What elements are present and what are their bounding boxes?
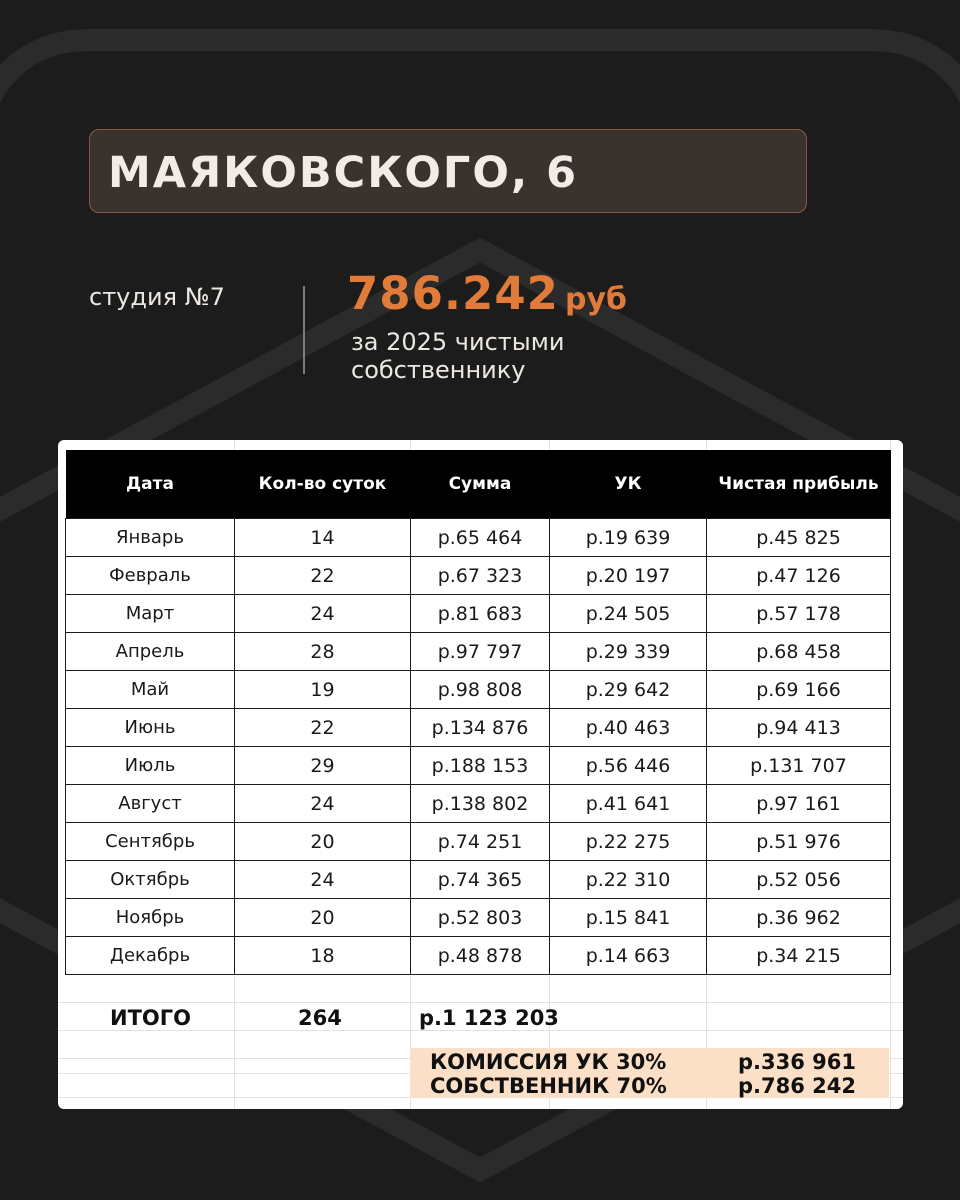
cell-sum: р.74 365: [411, 861, 550, 899]
table-row: [66, 899, 891, 937]
cell-days: 22: [235, 557, 411, 595]
header-sum: Сумма: [411, 450, 550, 519]
cell-month: Сентябрь: [66, 823, 235, 861]
table-row: [66, 595, 891, 633]
header-days: Кол-во суток: [235, 450, 411, 519]
cell-month: Февраль: [66, 557, 235, 595]
cell-uk: р.41 641: [550, 785, 707, 823]
page-title: МАЯКОВСКОГО, 6: [108, 148, 579, 198]
total-days: 264: [298, 1006, 342, 1030]
cell-sum: р.52 803: [411, 899, 550, 937]
cell-net: р.52 056: [707, 861, 891, 899]
cell-days: 14: [235, 519, 411, 557]
table-row: [66, 519, 891, 557]
cell-uk: р.22 310: [550, 861, 707, 899]
caption-line-2: собственнику: [351, 356, 526, 384]
cell-net: р.69 166: [707, 671, 891, 709]
cell-net: р.47 126: [707, 557, 891, 595]
cell-month: Июнь: [66, 709, 235, 747]
cell-days: 28: [235, 633, 411, 671]
vertical-divider: [303, 286, 305, 374]
cell-net: р.45 825: [707, 519, 891, 557]
cell-month: Апрель: [66, 633, 235, 671]
cell-month: Декабрь: [66, 937, 235, 975]
owner-value: р.786 242: [738, 1074, 856, 1098]
cell-sum: р.67 323: [411, 557, 550, 595]
cell-uk: р.22 275: [550, 823, 707, 861]
table-row: [66, 671, 891, 709]
table-row: [66, 861, 891, 899]
table-row: [66, 937, 891, 975]
cell-sum: р.134 876: [411, 709, 550, 747]
cell-net: р.94 413: [707, 709, 891, 747]
cell-net: р.57 178: [707, 595, 891, 633]
owner-label: СОБСТВЕННИК 70%: [430, 1074, 667, 1098]
table-row: [66, 785, 891, 823]
cell-sum: р.188 153: [411, 747, 550, 785]
amount-caption: [351, 328, 671, 384]
cell-net: р.97 161: [707, 785, 891, 823]
unit-label: студия №7: [89, 283, 225, 311]
cell-month: Май: [66, 671, 235, 709]
table-header-row: [66, 450, 891, 519]
cell-net: р.51 976: [707, 823, 891, 861]
cell-month: Январь: [66, 519, 235, 557]
cell-sum: р.74 251: [411, 823, 550, 861]
cell-days: 20: [235, 899, 411, 937]
cell-days: 24: [235, 785, 411, 823]
net-amount: [347, 266, 627, 332]
cell-sum: р.97 797: [411, 633, 550, 671]
cell-month: Ноябрь: [66, 899, 235, 937]
table-row: [66, 709, 891, 747]
cell-net: р.34 215: [707, 937, 891, 975]
cell-uk: р.29 642: [550, 671, 707, 709]
commission-value: р.336 961: [738, 1050, 856, 1074]
table-row: [66, 557, 891, 595]
cell-net: р.36 962: [707, 899, 891, 937]
table-row: [66, 747, 891, 785]
cell-month: Июль: [66, 747, 235, 785]
cell-uk: р.56 446: [550, 747, 707, 785]
cell-uk: р.20 197: [550, 557, 707, 595]
table-row: [66, 633, 891, 671]
net-amount-value: 786.242: [347, 267, 559, 320]
gridline: [58, 1002, 903, 1003]
header-date: Дата: [66, 450, 235, 519]
cell-uk: р.19 639: [550, 519, 707, 557]
header-net-profit: Чистая прибыль: [707, 450, 891, 519]
cell-uk: р.14 663: [550, 937, 707, 975]
total-label: ИТОГО: [110, 1006, 191, 1030]
cell-sum: р.138 802: [411, 785, 550, 823]
cell-uk: р.24 505: [550, 595, 707, 633]
cell-days: 24: [235, 861, 411, 899]
monthly-table: [65, 450, 891, 975]
cell-days: 29: [235, 747, 411, 785]
commission-label: КОМИССИЯ УК 30%: [430, 1050, 667, 1074]
table-row: [66, 823, 891, 861]
cell-uk: р.40 463: [550, 709, 707, 747]
cell-uk: р.29 339: [550, 633, 707, 671]
cell-sum: р.65 464: [411, 519, 550, 557]
cell-month: Март: [66, 595, 235, 633]
cell-days: 18: [235, 937, 411, 975]
spreadsheet: [58, 440, 903, 1109]
cell-net: р.131 707: [707, 747, 891, 785]
cell-uk: р.15 841: [550, 899, 707, 937]
currency-label: руб: [564, 282, 627, 317]
cell-sum: р.81 683: [411, 595, 550, 633]
caption-line-1: за 2025 чистыми: [351, 328, 565, 356]
cell-sum: р.48 878: [411, 937, 550, 975]
cell-days: 22: [235, 709, 411, 747]
cell-days: 24: [235, 595, 411, 633]
cell-net: р.68 458: [707, 633, 891, 671]
cell-month: Октябрь: [66, 861, 235, 899]
header-uk: УК: [550, 450, 707, 519]
total-sum: р.1 123 203: [419, 1006, 559, 1030]
cell-days: 20: [235, 823, 411, 861]
cell-days: 19: [235, 671, 411, 709]
cell-sum: р.98 808: [411, 671, 550, 709]
cell-month: Август: [66, 785, 235, 823]
